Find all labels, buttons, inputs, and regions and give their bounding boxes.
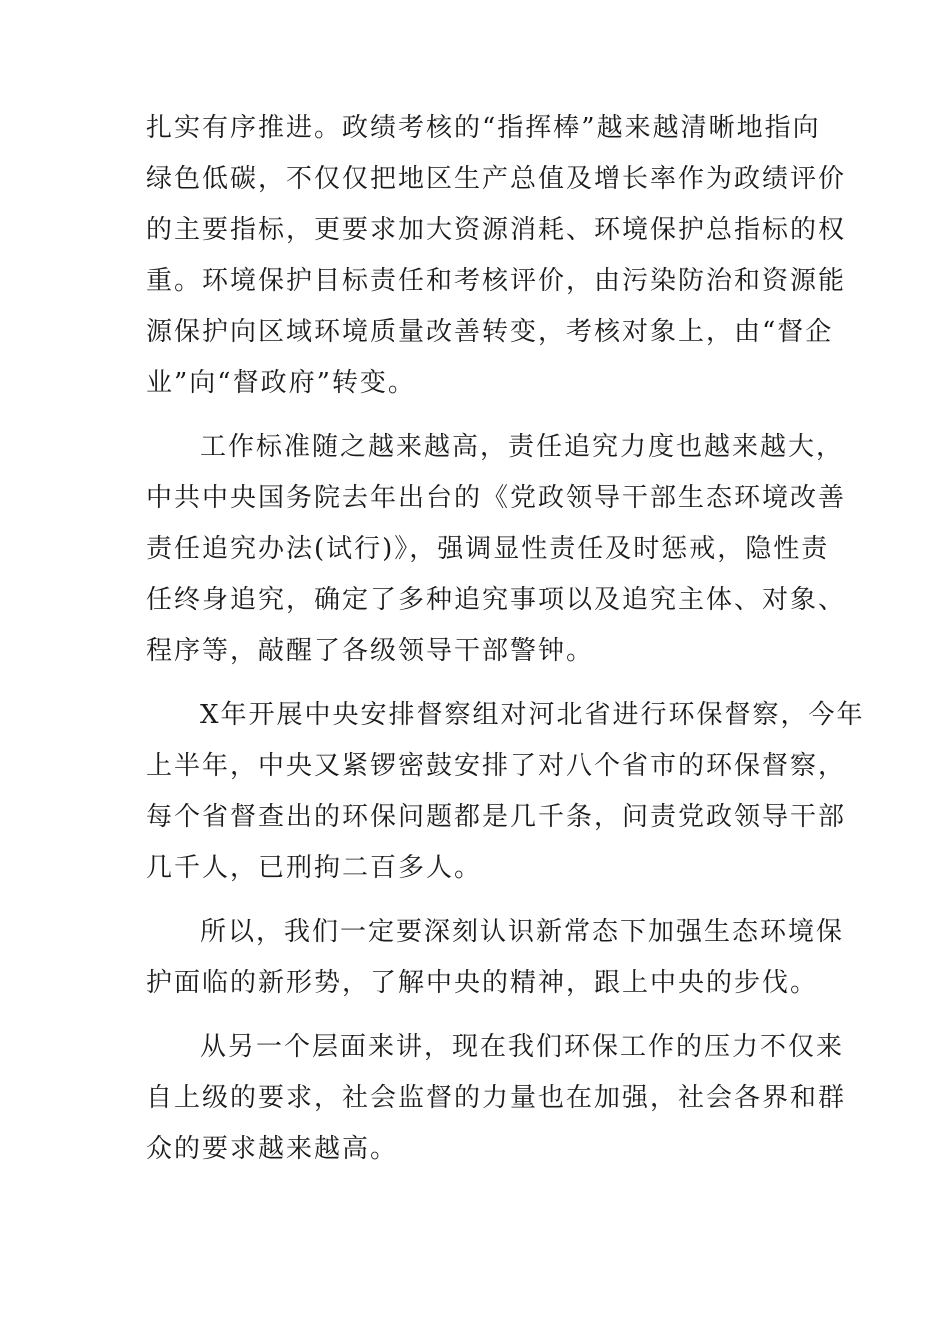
text-line: 源保护向区域环境质量改善转变，考核对象上，由“督企 <box>146 317 834 347</box>
text-line: 中共中央国务院去年出台的《党政领导干部生态环境改善 <box>146 483 847 513</box>
text-line: 从另一个层面来讲，现在我们环保工作的压力不仅来 <box>200 1032 845 1062</box>
text-line: 责任追究办法(试行)》，强调显性责任及时惩戒，隐性责 <box>146 534 830 564</box>
text-line: 自上级的要求，社会监督的力量也在加强，社会各界和群 <box>146 1083 847 1113</box>
document-body <box>146 103 865 1188</box>
paragraph-1 <box>146 103 847 409</box>
paragraph-5 <box>146 1022 847 1175</box>
text-line: 业”向“督政府”转变。 <box>146 368 416 398</box>
paragraph-2 <box>146 422 847 677</box>
text-line: 重。环境保护目标责任和考核评价，由污染防治和资源能 <box>146 266 847 296</box>
text-line: 所以，我们一定要深刻认识新常态下加强生态环境保 <box>200 917 845 947</box>
text-line: 任终身追究，确定了多种追究事项以及追究主体、对象、 <box>146 585 847 615</box>
text-line: 程序等，敲醒了各级领导干部警钟。 <box>146 636 595 666</box>
paragraph-3 <box>146 690 865 894</box>
text-line: 上半年，中央又紧锣密鼓安排了对八个省市的环保督察， <box>146 751 847 781</box>
text-line: 的主要指标，更要求加大资源消耗、环境保护总指标的权 <box>146 215 847 245</box>
paragraph-4 <box>146 907 845 1009</box>
text-line: 护面临的新形势，了解中央的精神，跟上中央的步伐。 <box>146 968 819 998</box>
text-line: X年开展中央安排督察组对河北省进行环保督察，今年 <box>200 700 865 730</box>
text-line: 每个省督查出的环保问题都是几千条，问责党政领导干部 <box>146 802 847 832</box>
text-line: 工作标准随之越来越高，责任追究力度也越来越大， <box>200 432 845 462</box>
text-line: 几千人，已刑拘二百多人。 <box>146 853 483 883</box>
text-line: 绿色低碳，不仅仅把地区生产总值及增长率作为政绩评价 <box>146 164 847 194</box>
text-line: 众的要求越来越高。 <box>146 1134 399 1164</box>
text-line: 扎实有序推进。政绩考核的“指挥棒”越来越清晰地指向 <box>146 113 821 143</box>
